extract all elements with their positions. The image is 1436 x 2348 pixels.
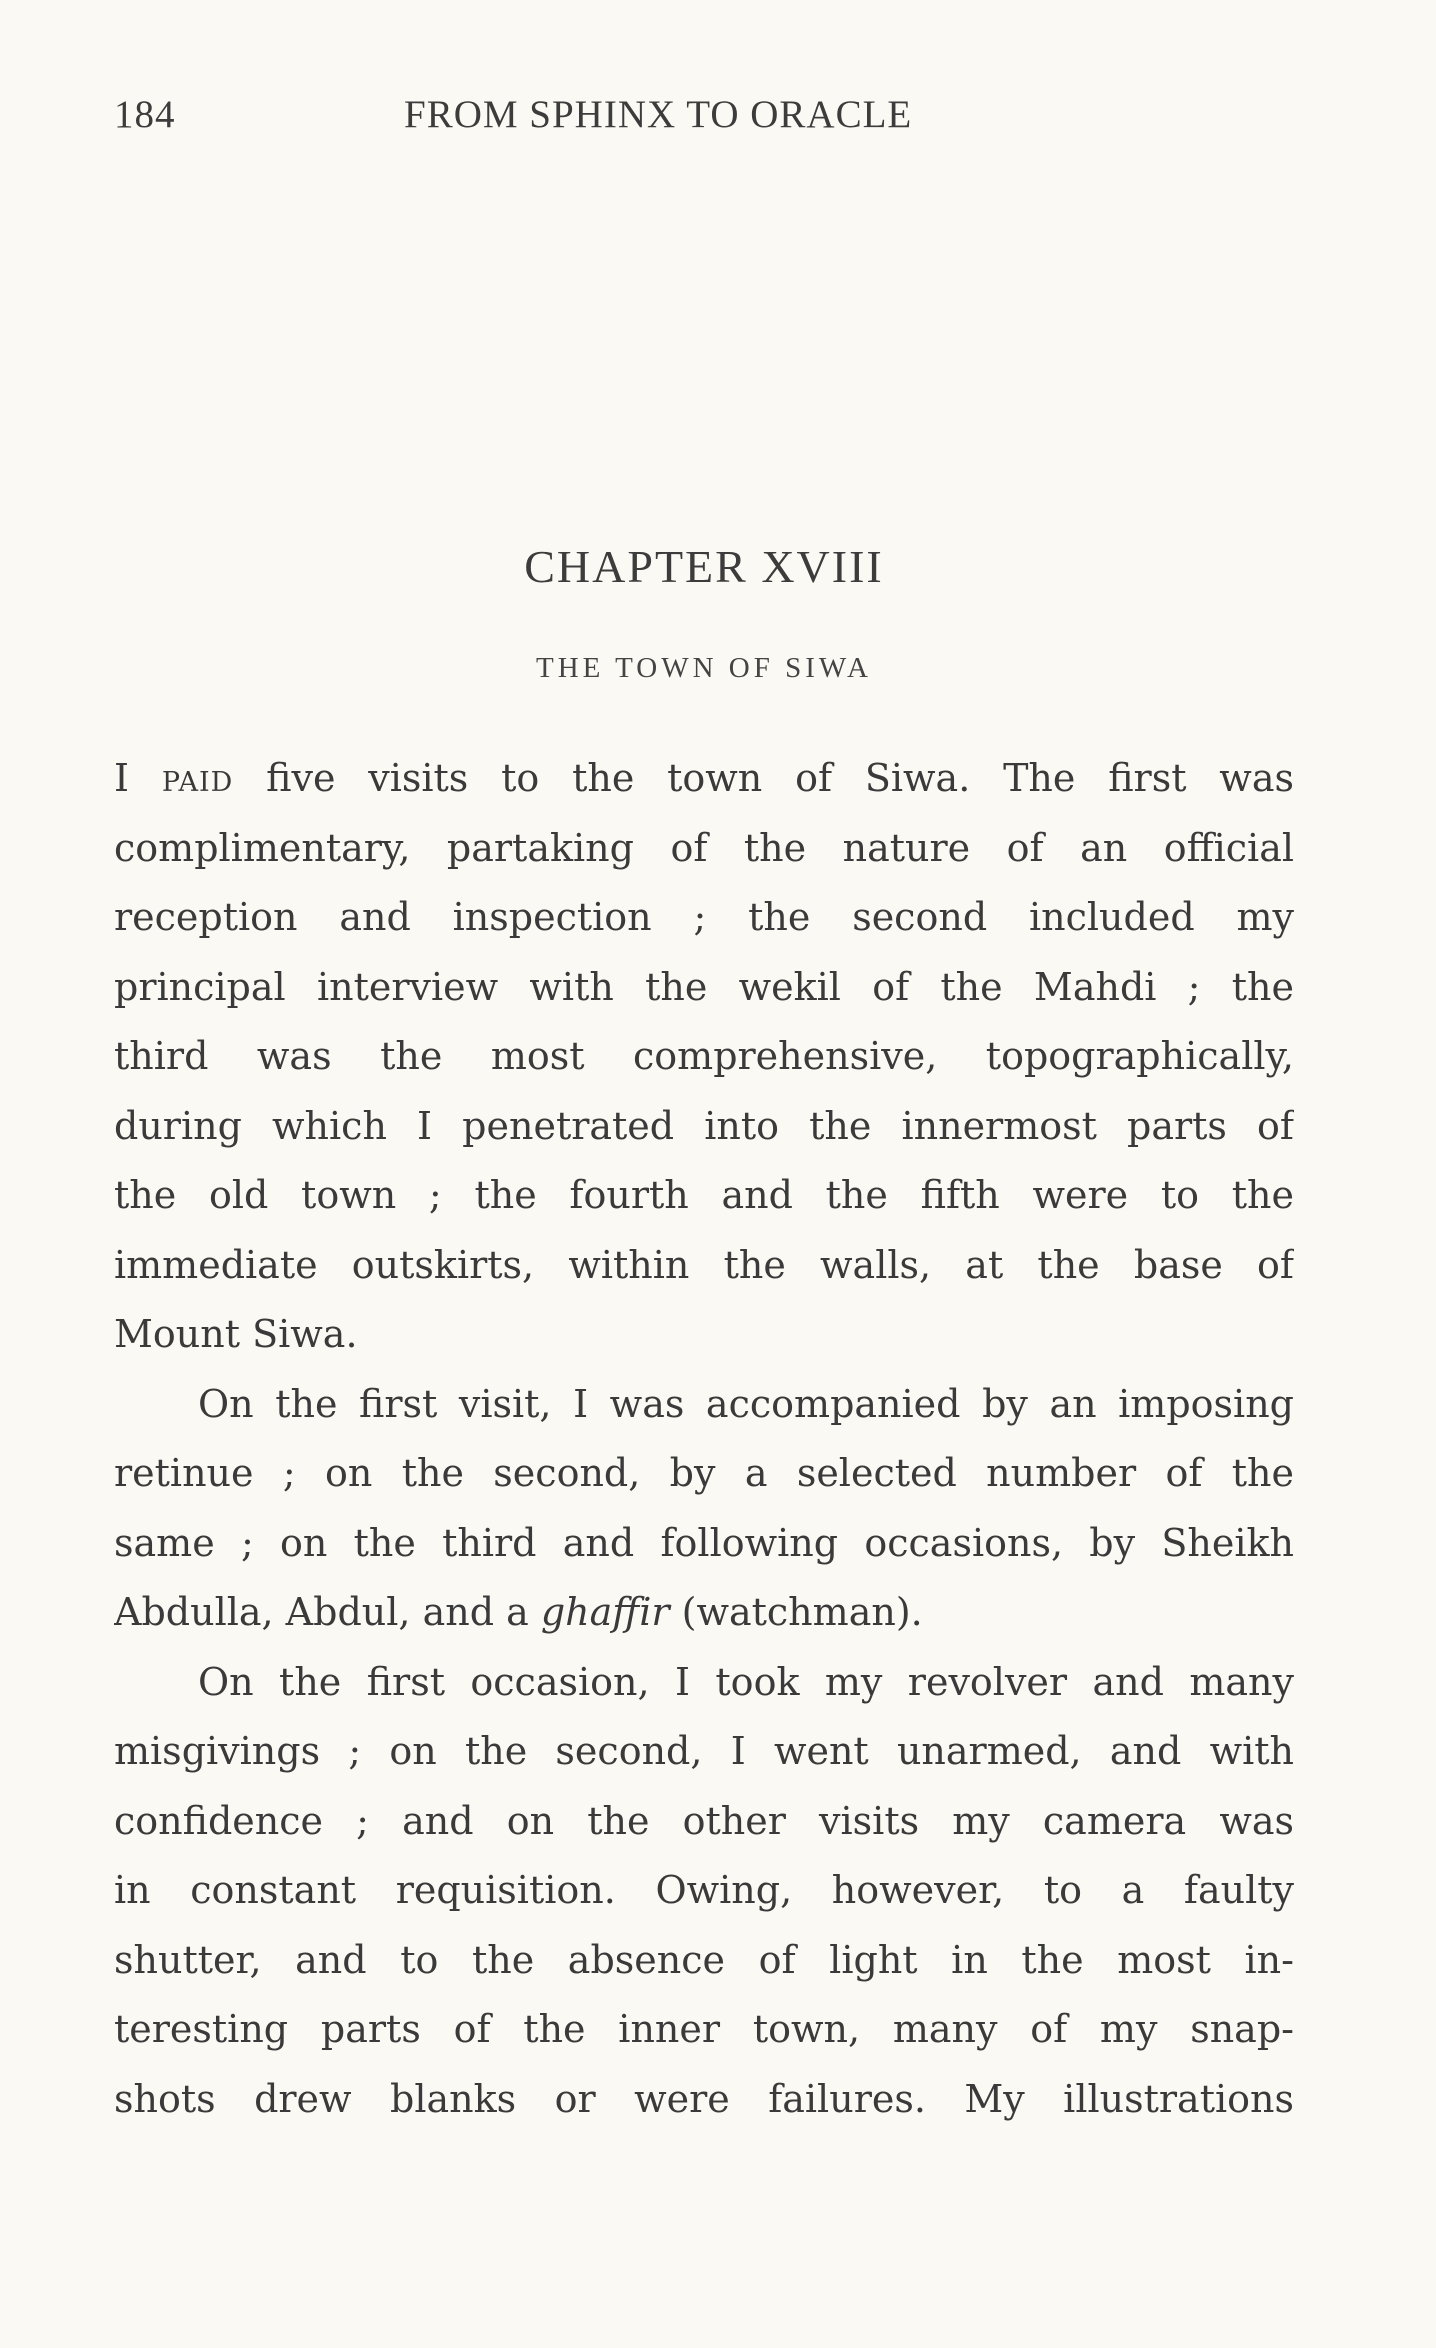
text-line (114, 744, 1294, 814)
paragraph (114, 1370, 1294, 1648)
running-title: FROM SPHINX TO ORACLE (404, 93, 913, 136)
text-line: shutter, and to the absence of light in the most in- (114, 1937, 1294, 1982)
text-line: third was the most comprehensive, topographically, (114, 1034, 1294, 1078)
text-line: immediate outskirts, within the walls, at the base of (114, 1242, 1294, 1287)
italic-word: ghaffir (540, 1590, 670, 1634)
chapter-subtitle: THE TOWN OF SIWA (535, 652, 872, 684)
paragraph (114, 744, 1294, 1370)
text-line: confidence ; and on the other visits my camera was (114, 1798, 1294, 1843)
text-line: retinue ; on the second, by a selected number of the (114, 1451, 1294, 1495)
page-number: 184 (114, 93, 176, 136)
text-line: On the first visit, I was accompanied by an imposing (198, 1381, 1294, 1426)
text-line: principal interview with the wekil of the Mahdi ; the (114, 964, 1294, 1009)
text-line: shots drew blanks or were failures. My illustrations (114, 2076, 1294, 2121)
text-line: during which I penetrated into the innermost parts of (114, 1103, 1294, 1148)
text-line (114, 1578, 1294, 1648)
text-line: same ; on the third and following occasions, by Sheikh (114, 1520, 1294, 1565)
text-line-lead: Abdulla, Abdul, and a (114, 1590, 541, 1634)
text-line: Mount Siwa. (114, 1312, 358, 1356)
text-line-rest: five visits to the town of Siwa. The first was (233, 756, 1294, 800)
text-line: in constant requisition. Owing, however, to a faulty (114, 1868, 1294, 1912)
running-head (114, 92, 1294, 142)
text-line-rest: (watchman). (669, 1590, 923, 1634)
paragraph (114, 1648, 1294, 2135)
text-line: the old town ; the fourth and the fifth were to the (114, 1173, 1294, 1217)
text-line: reception and inspection ; the second included my (114, 895, 1294, 939)
text-line: teresting parts of the inner town, many of my snap- (114, 2007, 1294, 2051)
text-line: misgivings ; on the second, I went unarmed, and with (114, 1729, 1294, 1773)
body-text (114, 744, 1294, 2134)
small-caps-word: paid (161, 756, 234, 800)
text-line: On the first occasion, I took my revolver and many (198, 1659, 1294, 1704)
chapter-heading: CHAPTER XVIII (524, 541, 884, 592)
text-line: complimentary, partaking of the nature of an official (114, 825, 1294, 870)
drop-initial: I (114, 756, 162, 800)
